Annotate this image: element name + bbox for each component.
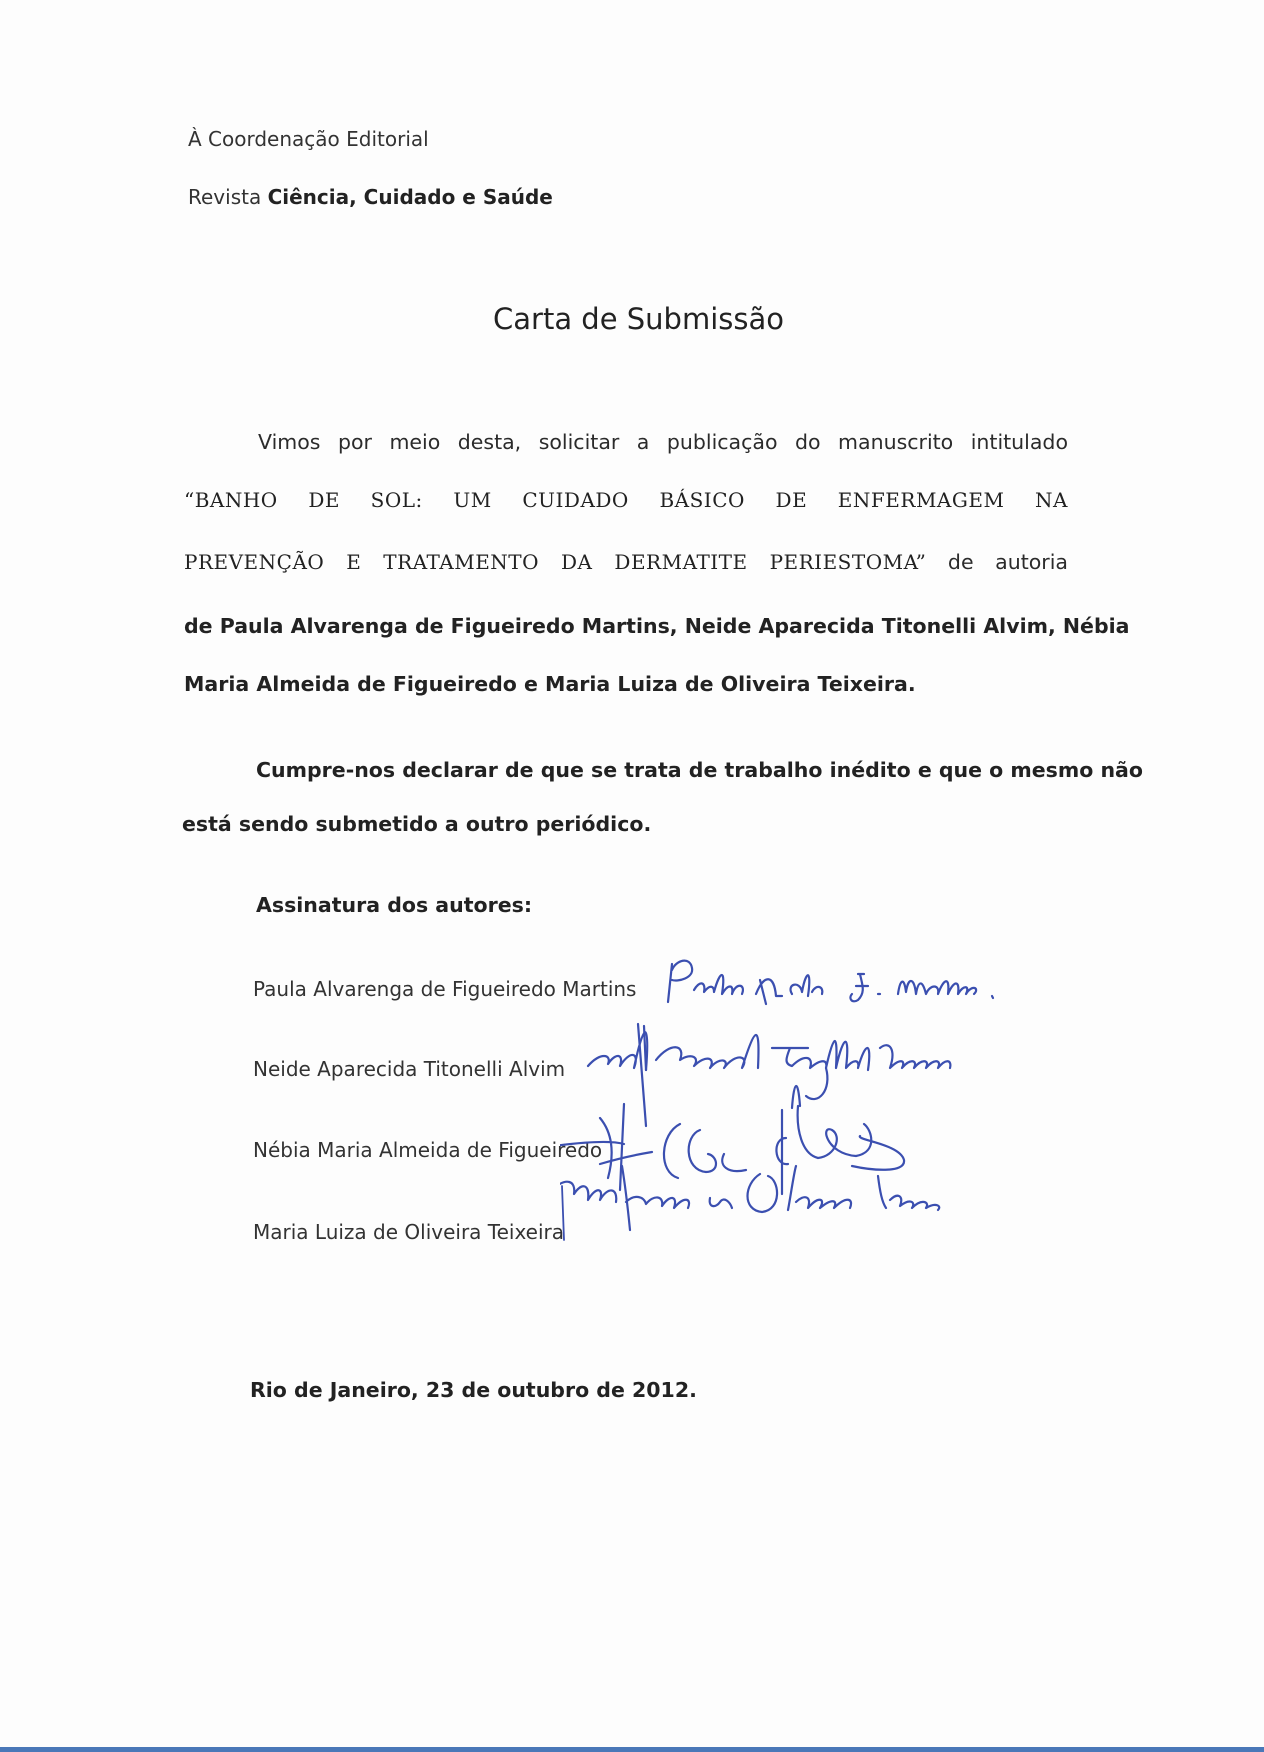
paragraph2-line2: está sendo submetido a outro periódico.: [182, 812, 652, 836]
paragraph1-line4: de Paula Alvarenga de Figueiredo Martins, Neide Aparecida Titonelli Alvim, Nébia: [184, 614, 1130, 638]
page-title: Carta de Submissão: [493, 302, 785, 336]
signature-3: [560, 1086, 904, 1194]
journal-prefix: Revista: [188, 185, 268, 209]
paragraph2-line1: Cumpre-nos declarar de que se trata de trabalho inédito e que o mesmo não: [256, 758, 1143, 782]
signature-4: [560, 1166, 939, 1230]
author-name-3: Nébia Maria Almeida de Figueiredo: [253, 1138, 603, 1162]
signature-1: [668, 961, 993, 1004]
author-name-4: Maria Luiza de Oliveira Teixeira: [253, 1220, 565, 1244]
signatures-heading: Assinatura dos autores:: [256, 893, 533, 917]
journal-name: Ciência, Cuidado e Saúde: [267, 185, 553, 209]
paragraph1-line2: “BANHO DE SOL: UM CUIDADO BÁSICO DE ENFERMAGEM NA: [184, 488, 1068, 512]
recipient-text: À Coordenação Editorial: [188, 127, 429, 151]
paragraph1-line3: [184, 550, 1068, 574]
paragraph1-line3-tail: de autoria: [926, 550, 1068, 574]
paragraph1-line1: Vimos por meio desta, solicitar a publicação do manuscrito intitulado: [258, 430, 1068, 454]
manuscript-title-end: PREVENÇÃO E TRATAMENTO DA DERMATITE PERIESTOMA”: [184, 550, 927, 574]
handwritten-signatures: [560, 940, 1080, 1300]
author-name-2: Neide Aparecida Titonelli Alvim: [253, 1057, 566, 1081]
journal-line: [188, 185, 553, 209]
date-line: Rio de Janeiro, 23 de outubro de 2012.: [250, 1378, 697, 1402]
author-name-1: Paula Alvarenga de Figueiredo Martins: [253, 977, 637, 1001]
bottom-rule: [0, 1747, 1264, 1752]
signature-2: [588, 1024, 950, 1126]
paragraph1-line5: Maria Almeida de Figueiredo e Maria Luiza de Oliveira Teixeira.: [184, 672, 916, 696]
recipient-line: [188, 127, 429, 151]
